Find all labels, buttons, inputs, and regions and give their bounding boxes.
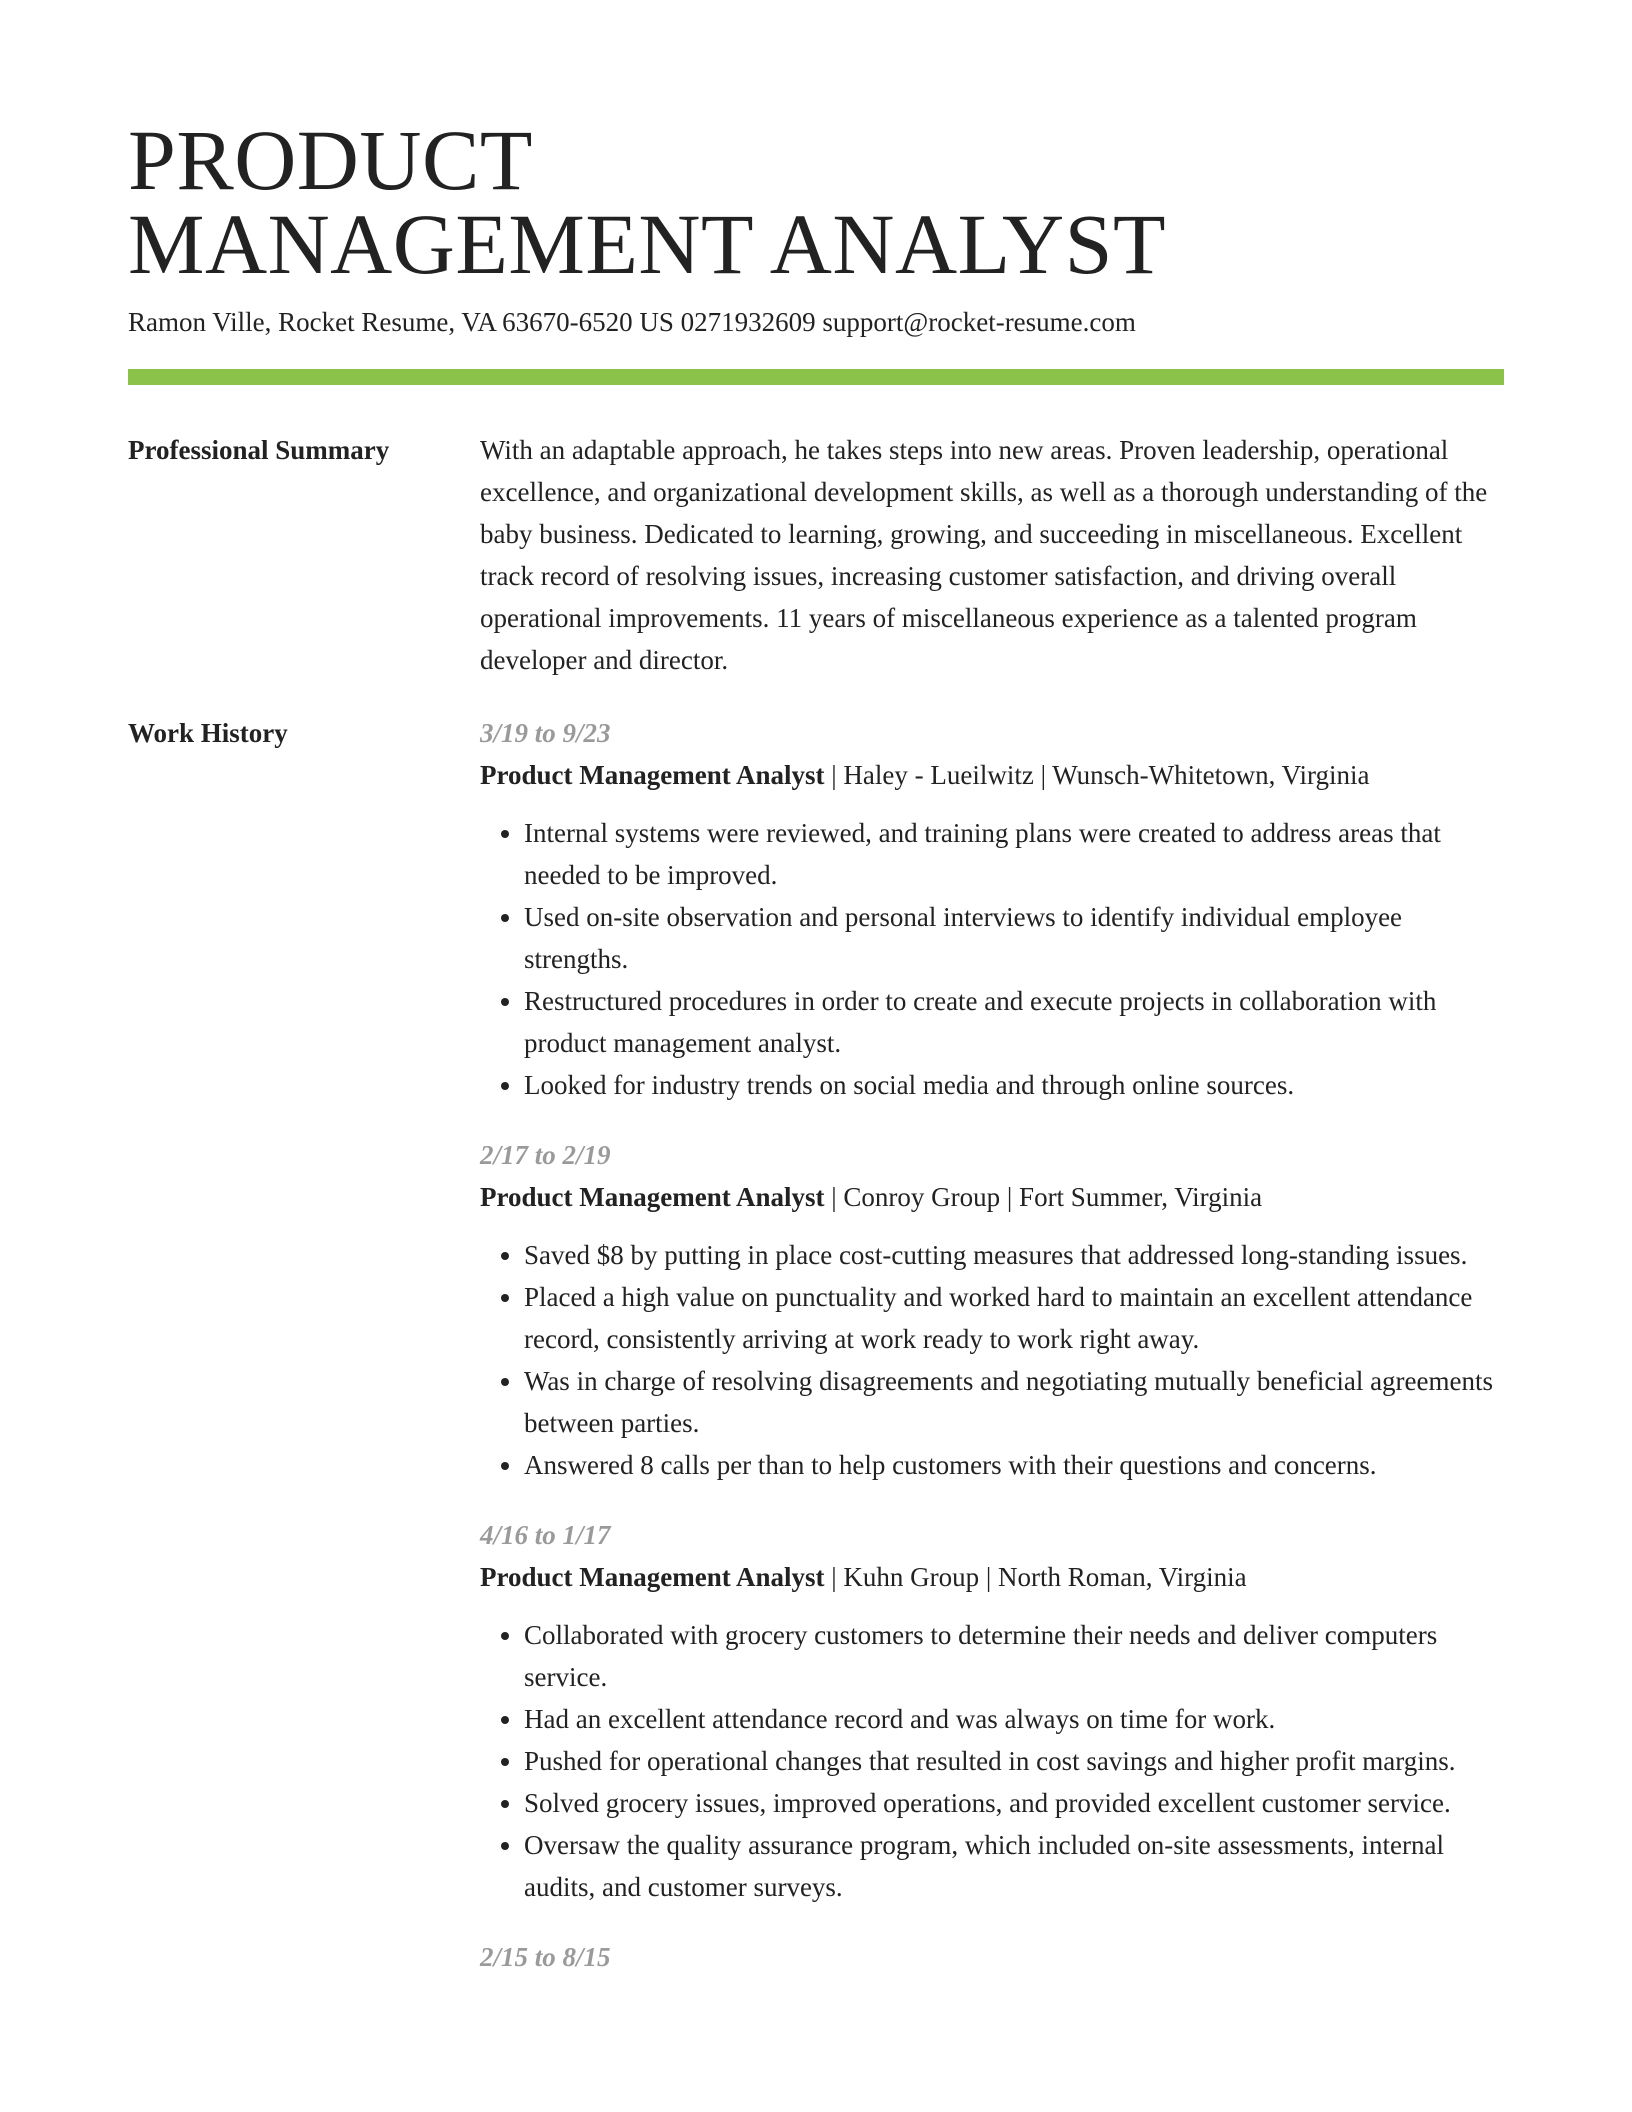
job-duties-list — [480, 1234, 1504, 1486]
job-duty: • Collaborated with grocery customers to determine their needs and deliver computers service. — [524, 1614, 1504, 1698]
job-duty: • Looked for industry trends on social media and through online sources. — [524, 1064, 1504, 1106]
job-duty: • Oversaw the quality assurance program, which included on-site assessments, internal audits, and customer surveys. — [524, 1824, 1504, 1908]
job-duties-list — [480, 1614, 1504, 1908]
job-duty: • Saved $8 by putting in place cost-cutting measures that addressed long-standing issues. — [524, 1234, 1504, 1276]
job-employer-location: | Haley - Lueilwitz | Wunsch-Whitetown, Virginia — [824, 760, 1370, 790]
job-entry — [480, 1936, 1504, 1978]
accent-divider — [128, 369, 1504, 385]
job-heading — [480, 754, 1504, 796]
work-history-body — [480, 712, 1504, 2006]
job-employer-location: | Conroy Group | Fort Summer, Virginia — [824, 1182, 1263, 1212]
job-title: Product Management Analyst — [480, 1562, 825, 1592]
job-dates: 2/15 to 8/15 — [480, 1942, 611, 1972]
job-entry — [480, 712, 1504, 1106]
professional-summary-section — [128, 429, 1504, 679]
job-duty: • Pushed for operational changes that resulted in cost savings and higher profit margins. — [524, 1740, 1504, 1782]
section-label-summary: Professional Summary — [128, 435, 390, 465]
summary-body — [480, 429, 1504, 681]
job-duty: • Internal systems were reviewed, and training plans were created to address areas that needed to be improved. — [524, 812, 1504, 896]
job-dates: 4/16 to 1/17 — [480, 1520, 611, 1550]
job-heading — [480, 1176, 1504, 1218]
job-title: Product Management Analyst — [480, 1182, 825, 1212]
job-entry — [480, 1134, 1504, 1486]
contact-info: Ramon Ville, Rocket Resume, VA 63670-6520 US 0271932609 support@rocket-resume.com — [128, 307, 1136, 337]
resume-title-line-2: MANAGEMENT ANALYST — [128, 196, 1166, 292]
job-duties-list — [480, 812, 1504, 1106]
job-duty: • Used on-site observation and personal interviews to identify individual employee strengths. — [524, 896, 1504, 980]
job-title: Product Management Analyst — [480, 760, 825, 790]
summary-text: With an adaptable approach, he takes steps into new areas. Proven leadership, operational excellence, and organizational development skills, as well as a thorough understanding of the baby business. Dedicated to learning, growing, and succeeding in miscellaneous. Excellent track record of resolving issues, increasing customer satisfaction, and driving overall operational improvements. 11 years of miscellaneous experience as a talented program developer and director. — [480, 435, 1488, 675]
section-label-work-history: Work History — [128, 718, 288, 748]
job-duty: • Restructured procedures in order to create and execute projects in collaboration with product management analyst. — [524, 980, 1504, 1064]
job-duty: • Solved grocery issues, improved operations, and provided excellent customer service. — [524, 1782, 1504, 1824]
job-dates: 3/19 to 9/23 — [480, 718, 611, 748]
job-dates: 2/17 to 2/19 — [480, 1140, 611, 1170]
work-history-section — [128, 712, 1504, 2112]
job-duty: • Was in charge of resolving disagreements and negotiating mutually beneficial agreements between parties. — [524, 1360, 1504, 1444]
job-employer-location: | Kuhn Group | North Roman, Virginia — [824, 1562, 1247, 1592]
job-heading — [480, 1556, 1504, 1598]
job-duty: • Had an excellent attendance record and was always on time for work. — [524, 1698, 1504, 1740]
job-entry — [480, 1514, 1504, 1908]
job-duty: • Placed a high value on punctuality and worked hard to maintain an excellent attendance record, consistently arriving at work ready to work right away. — [524, 1276, 1504, 1360]
resume-header — [128, 112, 1504, 340]
job-duty: • Answered 8 calls per than to help customers with their questions and concerns. — [524, 1444, 1504, 1486]
resume-title-line-1: PRODUCT — [128, 112, 533, 208]
